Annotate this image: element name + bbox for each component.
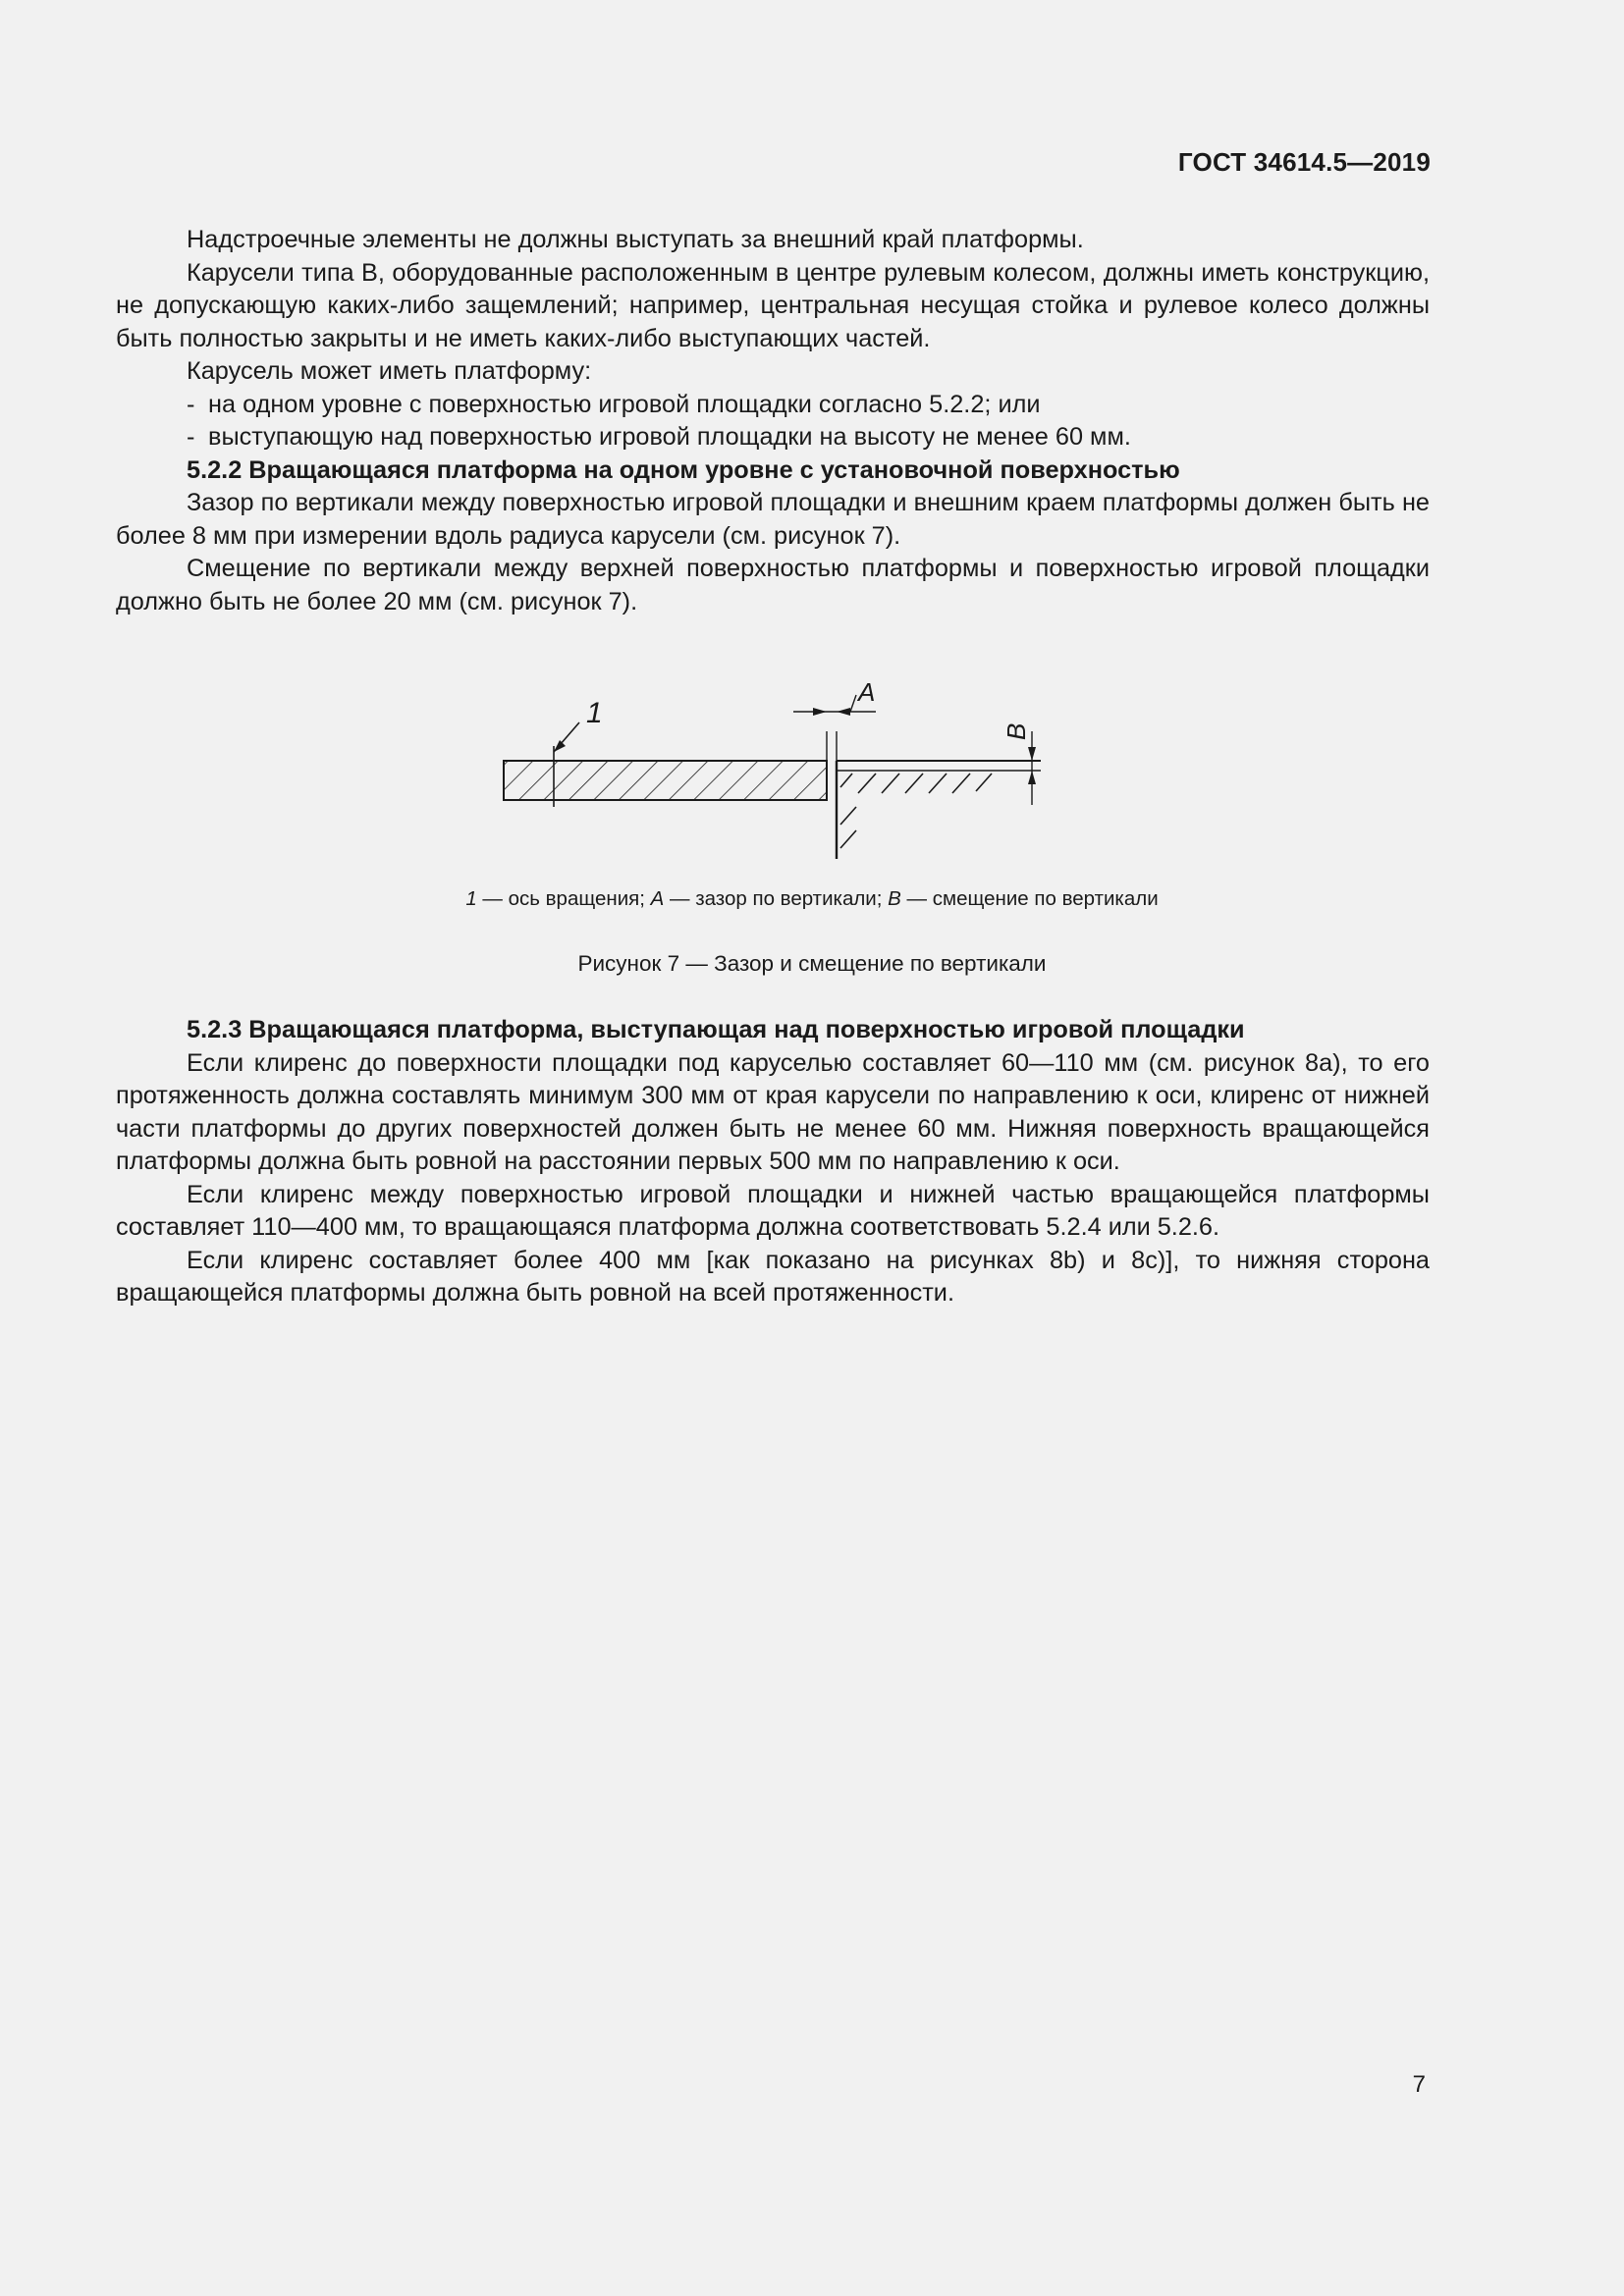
paragraph: Смещение по вертикали между верхней поверхностью платформы и поверхностью игровой площадки должно быть не более 20 мм (см. рисунок 7). [116, 555, 1430, 615]
legend-key-A: A [650, 887, 665, 910]
section-5-2-3 [116, 1014, 1430, 1310]
section-heading-5-2-3: 5.2.3 Вращающаяся платформа, выступающая над поверхностью игровой площадки [187, 1016, 1245, 1043]
label-A: A [858, 677, 876, 707]
dim-B-arrow-top [1028, 747, 1036, 761]
legend-key-1: 1 [465, 887, 477, 910]
platform-section [504, 761, 827, 800]
ground-hatching [840, 774, 992, 848]
dim-B-arrow-bottom [1028, 771, 1036, 784]
paragraph: Карусель может иметь платформу: [187, 357, 592, 385]
standard-header: ГОСТ 34614.5—2019 [1177, 147, 1431, 177]
list-item [116, 389, 1430, 422]
paragraph: Если клиренс между поверхностью игровой площадки и нижней частью вращающейся платформы составляет 110—400 мм, то вращающаяся платформа должна соответствовать 5.2.4 или 5.2.6. [116, 1180, 1430, 1241]
list-item-text: выступающую над поверхностью игровой площадки на высоту не менее 60 мм. [208, 423, 1131, 451]
paragraph: Карусели типа В, оборудованные расположенным в центре рулевым колесом, должны иметь конструкцию, не допускающую каких-либо защемлений; например, центральная несущая стойка и рулевое колесо должны быть полностью закрыты и не иметь каких-либо выступающих частей. [116, 258, 1430, 352]
list-item [116, 421, 1430, 454]
paragraph: Надстроечные элементы не должны выступать за внешний край платформы. [187, 226, 1084, 253]
legend-text-1: — ось вращения; [476, 887, 651, 910]
list-marker: - [187, 423, 195, 451]
label-1-arrowhead [554, 740, 566, 752]
dim-A-arrow-left [813, 708, 827, 716]
figure-7-legend [0, 887, 1624, 911]
figure-7-diagram [491, 677, 1060, 874]
label-B: B [1001, 722, 1031, 740]
label-1: 1 [586, 697, 603, 729]
section-heading-5-2-2: 5.2.2 Вращающаяся платформа на одном уровне с установочной поверхностью [187, 455, 1180, 484]
figure-7-caption: Рисунок 7 — Зазор и смещение по вертикали [577, 951, 1047, 976]
legend-key-B: B [888, 887, 901, 910]
paragraph: Если клиренс составляет более 400 мм [как показано на рисунках 8b) и 8c)], то нижняя сторона вращающейся платформы должна быть ровной на всей протяженности. [116, 1246, 1430, 1307]
dim-A-leader [850, 695, 856, 712]
list-item-text: на одном уровне с поверхностью игровой площадки согласно 5.2.2; или [208, 390, 1041, 418]
paragraph: Если клиренс до поверхности площадки под каруселью составляет 60—110 мм (см. рисунок 8а), то его протяженность должна составлять минимум 300 мм от края карусели по направлению к оси, клиренс от нижней части платформы до других поверхностей должен быть не менее 60 мм. Нижняя поверхность вращающейся платформы должна быть ровной на расстоянии первых 500 мм по направлению к оси. [116, 1048, 1430, 1175]
list-marker: - [187, 390, 195, 418]
legend-text-B: — смещение по вертикали [900, 887, 1159, 910]
section-intro [116, 224, 1430, 618]
paragraph: Зазор по вертикали между поверхностью игровой площадки и внешним краем платформы должен быть не более 8 мм при измерении вдоль радиуса карусели (см. рисунок 7). [116, 489, 1430, 550]
page-number: 7 [1412, 2071, 1426, 2098]
dim-A-arrow-right [837, 708, 850, 716]
legend-text-A: — зазор по вертикали; [664, 887, 889, 910]
